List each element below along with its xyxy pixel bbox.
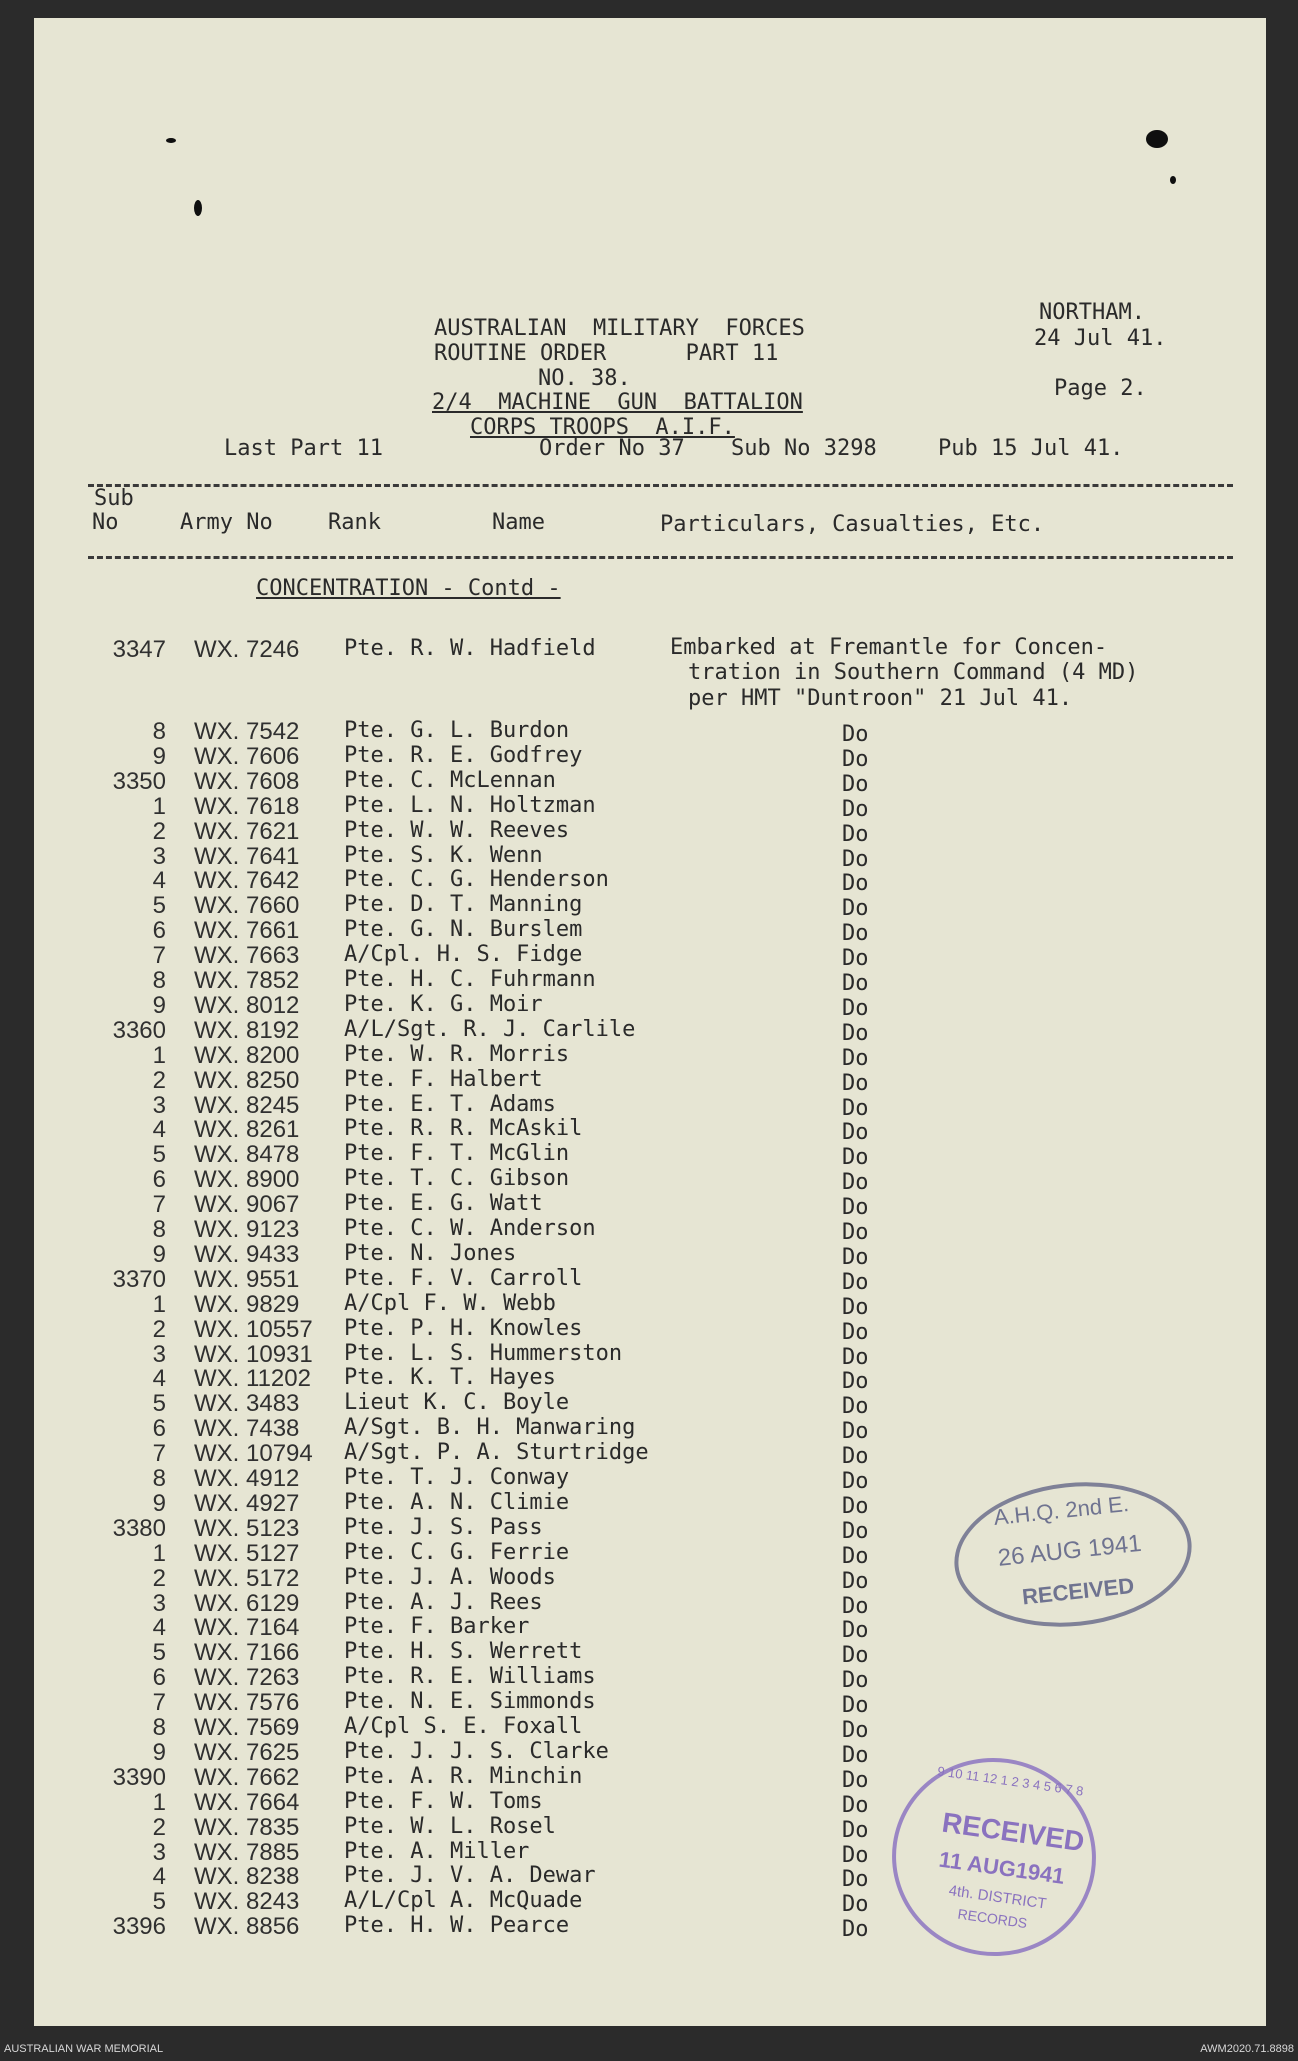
row-sub-no: 9	[152, 1240, 166, 1268]
punch-mark	[194, 200, 202, 216]
row-sub-no: 3360	[112, 1016, 166, 1044]
col-particulars: Particulars, Casualties, Etc.	[660, 512, 1045, 537]
row-sub-no: 3347	[112, 636, 166, 663]
row-army-no: WX. 9067	[194, 1191, 300, 1219]
row-sub-no: 8	[152, 1216, 166, 1243]
row-rank-name: A/Cpl. H. S. Fidge	[344, 942, 583, 968]
row-rank-name: Pte. H. C. Fuhrmann	[344, 967, 596, 992]
row-particulars: Do	[842, 1319, 869, 1345]
row-rank-name: Pte. T. J. Conway	[344, 1465, 570, 1490]
row-sub-no: 7	[152, 942, 166, 970]
row-rank-name: Pte. J. V. A. Dewar	[344, 1863, 596, 1889]
row-rank-name: Pte. A. R. Minchin	[344, 1763, 583, 1789]
row-sub-no: 1	[152, 1290, 166, 1318]
stamp-ahq-date: 26 AUG 1941	[996, 1529, 1143, 1572]
row-army-no: WX. 4927	[194, 1489, 300, 1517]
row-army-no: WX. 7641	[194, 842, 300, 870]
row-sub-no: 7	[152, 1440, 166, 1468]
row-rank-name: Pte. R. W. Hadfield	[344, 636, 596, 661]
row-army-no: WX. 7569	[194, 1714, 300, 1741]
row-rank-name: Pte. G. L. Burdon	[344, 718, 570, 743]
row-sub-no: 4	[152, 1116, 166, 1144]
row-particulars: Do	[842, 1593, 869, 1619]
row-army-no: WX. 10931	[194, 1340, 313, 1368]
row-particulars: Do	[842, 946, 869, 972]
row-rank-name: Pte. F. Halbert	[344, 1066, 543, 1092]
row-particulars: Do	[842, 1095, 869, 1121]
row-particulars: Do	[842, 846, 869, 872]
row-rank-name: Lieut K. C. Boyle	[344, 1390, 570, 1416]
row-army-no: WX. 9829	[194, 1290, 300, 1318]
row-army-no: WX. 8012	[194, 991, 300, 1019]
ahq-received-stamp	[947, 1471, 1199, 1638]
divider-bottom	[88, 556, 1233, 559]
row-army-no: WX. 7166	[194, 1639, 300, 1667]
place-name: NORTHAM.	[1039, 300, 1145, 325]
row-rank-name: Pte. G. N. Burslem	[344, 917, 583, 943]
row-particulars: Do	[842, 1419, 869, 1445]
row-army-no: WX. 6129	[194, 1589, 300, 1617]
stamp-district-date: 11 AUG1941	[937, 1846, 1067, 1889]
row-rank-name: Pte. C. McLennan	[344, 767, 556, 793]
row-rank-name: A/L/Sgt. R. J. Carlile	[344, 1016, 636, 1042]
row-sub-no: 8	[152, 718, 166, 745]
row-particulars: Do	[842, 1444, 869, 1470]
row-army-no: WX. 8238	[194, 1863, 300, 1891]
row-sub-no: 7	[152, 1689, 166, 1717]
row-sub-no: 9	[152, 991, 166, 1019]
row-rank-name: Pte. L. N. Holtzman	[344, 792, 596, 818]
row-sub-no: 9	[152, 1738, 166, 1766]
row-army-no: WX. 8261	[194, 1116, 300, 1144]
stamp-district-line2: RECORDS	[956, 1905, 1029, 1932]
row-army-no: WX. 8192	[194, 1016, 300, 1044]
row-rank-name: Pte. C. G. Henderson	[344, 867, 609, 893]
row-rank-name: Pte. E. G. Watt	[344, 1191, 543, 1217]
row-sub-no: 6	[152, 1166, 166, 1194]
row-sub-no: 8	[152, 1465, 166, 1492]
row-rank-name: Pte. N. E. Simmonds	[344, 1689, 596, 1715]
row-sub-no: 1	[152, 1539, 166, 1567]
row-sub-no: 6	[152, 1415, 166, 1443]
col-sub: Sub	[94, 486, 134, 511]
row-rank-name: Pte. C. G. Ferrie	[344, 1539, 570, 1565]
row-rank-name: Pte. P. H. Knowles	[344, 1315, 583, 1341]
row-sub-no: 5	[152, 1639, 166, 1667]
row-particulars: Do	[842, 1518, 869, 1544]
row-sub-no: 3	[152, 1589, 166, 1617]
row-sub-no: 5	[152, 892, 166, 920]
footer-bar	[0, 2030, 1298, 2061]
row-army-no: WX. 7606	[194, 742, 300, 770]
last-sub-no: Sub No 3298	[731, 436, 877, 461]
row-rank-name: Pte. K. G. Moir	[344, 991, 543, 1017]
row-army-no: WX. 7438	[194, 1415, 300, 1443]
particulars-line-1: Embarked at Fremantle for Concen-	[670, 635, 1108, 660]
row-particulars: Do	[842, 896, 869, 922]
row-rank-name: Pte. W. R. Morris	[344, 1041, 570, 1067]
header-line-2: ROUTINE ORDER PART 11	[434, 341, 779, 366]
row-particulars: Do	[842, 1145, 869, 1171]
section-heading: CONCENTRATION - Contd -	[256, 576, 561, 601]
row-army-no: WX. 3483	[194, 1390, 300, 1418]
stamp-district-ring: 9 10 11 12 1 2 3 4 5 6 7 8	[936, 1763, 1085, 1799]
row-particulars: Do	[842, 1643, 869, 1669]
row-rank-name: Pte. W. L. Rosel	[344, 1813, 556, 1839]
row-rank-name: A/Cpl F. W. Webb	[344, 1290, 556, 1316]
row-army-no: WX. 5172	[194, 1564, 300, 1592]
row-army-no: WX. 7621	[194, 817, 300, 845]
row-particulars: Do	[842, 1220, 869, 1245]
row-particulars: Do	[842, 1792, 869, 1818]
row-sub-no: 3370	[112, 1265, 166, 1293]
row-sub-no: 4	[152, 1863, 166, 1891]
row-army-no: WX. 7835	[194, 1813, 300, 1841]
row-army-no: WX. 7663	[194, 942, 300, 970]
row-rank-name: A/Cpl S. E. Foxall	[344, 1714, 583, 1739]
row-rank-name: Pte. J. J. S. Clarke	[344, 1738, 609, 1764]
row-army-no: WX. 8243	[194, 1888, 300, 1916]
punch-mark	[1146, 130, 1168, 148]
row-rank-name: Pte. L. S. Hummerston	[344, 1340, 623, 1366]
row-army-no: WX. 7608	[194, 767, 300, 795]
row-particulars: Do	[842, 1269, 869, 1295]
row-army-no: WX. 8900	[194, 1166, 300, 1194]
row-rank-name: Pte. F. Barker	[344, 1614, 530, 1640]
row-army-no: WX. 7246	[194, 636, 300, 663]
row-particulars: Do	[842, 722, 869, 747]
row-particulars: Do	[842, 1668, 869, 1694]
row-rank-name: Pte. A. Miller	[344, 1838, 530, 1864]
row-sub-no: 3	[152, 1340, 166, 1368]
row-sub-no: 4	[152, 1614, 166, 1642]
order-date: 24 Jul 41.	[1034, 326, 1167, 351]
row-particulars: Do	[842, 1543, 869, 1569]
row-rank-name: Pte. A. J. Rees	[344, 1589, 543, 1615]
row-particulars: Do	[842, 971, 869, 996]
row-rank-name: A/Sgt. P. A. Sturtridge	[344, 1440, 649, 1466]
row-rank-name: A/Sgt. B. H. Manwaring	[344, 1415, 636, 1441]
row-particulars: Do	[842, 1618, 869, 1644]
header-line-3: NO. 38.	[538, 366, 631, 391]
row-particulars: Do	[842, 796, 869, 822]
row-army-no: WX. 7625	[194, 1738, 300, 1766]
row-sub-no: 3	[152, 1091, 166, 1119]
row-sub-no: 4	[152, 1365, 166, 1393]
row-sub-no: 5	[152, 1888, 166, 1916]
row-sub-no: 3396	[112, 1913, 166, 1941]
row-rank-name: Pte. H. W. Pearce	[344, 1913, 570, 1939]
row-sub-no: 3390	[112, 1763, 166, 1791]
row-sub-no: 1	[152, 1041, 166, 1069]
punch-mark	[166, 138, 176, 143]
row-army-no: WX. 8856	[194, 1913, 300, 1941]
row-army-no: WX. 9433	[194, 1240, 300, 1268]
footer-right: AWM2020.71.8898	[1200, 2043, 1294, 2055]
row-particulars: Do	[842, 1917, 869, 1943]
row-particulars: Do	[842, 1867, 869, 1893]
stamp-district-line1: 4th. DISTRICT	[947, 1882, 1048, 1913]
divider-top	[88, 484, 1233, 487]
row-particulars: Do	[842, 1170, 869, 1196]
punch-mark	[1170, 176, 1176, 184]
row-rank-name: Pte. E. T. Adams	[344, 1091, 556, 1117]
footer-left: AUSTRALIAN WAR MEMORIAL	[4, 2043, 164, 2055]
row-sub-no: 8	[152, 967, 166, 994]
row-particulars: Do	[842, 1568, 869, 1594]
row-particulars: Do	[842, 1817, 869, 1843]
row-army-no: WX. 5127	[194, 1539, 300, 1567]
col-no: No	[92, 510, 119, 535]
row-sub-no: 8	[152, 1714, 166, 1741]
row-army-no: WX. 7164	[194, 1614, 300, 1642]
row-particulars: Do	[842, 1742, 869, 1768]
stamp-district-received: RECEIVED	[940, 1806, 1087, 1858]
row-particulars: Do	[842, 1469, 869, 1494]
row-sub-no: 3380	[112, 1514, 166, 1542]
col-army-no: Army No	[180, 510, 273, 535]
row-sub-no: 2	[152, 1315, 166, 1343]
row-particulars: Do	[842, 1070, 869, 1096]
row-rank-name: A/L/Cpl A. McQuade	[344, 1888, 583, 1914]
stamp-ahq-bottom: RECEIVED	[1020, 1572, 1136, 1610]
row-particulars: Do	[842, 1892, 869, 1918]
stamp-ahq-top: A.H.Q. 2nd E.	[992, 1490, 1131, 1531]
row-army-no: WX. 4912	[194, 1465, 300, 1492]
row-sub-no: 9	[152, 742, 166, 770]
row-particulars: Do	[842, 1045, 869, 1071]
row-particulars: Do	[842, 921, 869, 947]
row-army-no: WX. 8478	[194, 1141, 300, 1169]
row-rank-name: Pte. S. K. Wenn	[344, 842, 543, 868]
row-army-no: WX. 8245	[194, 1091, 300, 1119]
row-army-no: WX. 7642	[194, 867, 300, 895]
particulars-line-3: per HMT "Duntroon" 21 Jul 41.	[688, 686, 1073, 711]
row-army-no: WX. 9123	[194, 1216, 300, 1243]
col-name: Name	[492, 510, 545, 535]
row-rank-name: Pte. R. E. Godfrey	[344, 742, 583, 768]
last-order-no: Order No 37	[539, 436, 685, 461]
row-sub-no: 4	[152, 867, 166, 895]
row-army-no: WX. 8250	[194, 1066, 300, 1094]
row-particulars: Do	[842, 995, 869, 1021]
row-sub-no: 9	[152, 1489, 166, 1517]
row-sub-no: 3	[152, 842, 166, 870]
row-sub-no: 5	[152, 1141, 166, 1169]
row-army-no: WX. 8200	[194, 1041, 300, 1069]
row-particulars: Do	[842, 1369, 869, 1395]
row-rank-name: Pte. H. S. Werrett	[344, 1639, 583, 1665]
last-part: Last Part 11	[224, 436, 383, 461]
row-sub-no: 6	[152, 917, 166, 945]
corps-troops: CORPS TROOPS A.I.F.	[470, 415, 735, 440]
row-particulars: Do	[842, 871, 869, 897]
row-particulars: Do	[842, 1394, 869, 1420]
row-particulars: Do	[842, 821, 869, 847]
row-army-no: WX. 7885	[194, 1838, 300, 1866]
row-sub-no: 7	[152, 1191, 166, 1219]
row-rank-name: Pte. K. T. Hayes	[344, 1365, 556, 1391]
row-army-no: WX. 7542	[194, 718, 300, 745]
row-rank-name: Pte. F. W. Toms	[344, 1788, 543, 1814]
row-army-no: WX. 7263	[194, 1664, 300, 1692]
row-rank-name: Pte. J. S. Pass	[344, 1514, 543, 1540]
row-rank-name: Pte. A. N. Climie	[344, 1489, 570, 1515]
row-sub-no: 3350	[112, 767, 166, 795]
row-rank-name: Pte. J. A. Woods	[344, 1564, 556, 1590]
row-particulars: Do	[842, 1344, 869, 1370]
row-army-no: WX. 9551	[194, 1265, 300, 1293]
row-particulars: Do	[842, 746, 869, 772]
row-army-no: WX. 10557	[194, 1315, 313, 1343]
row-sub-no: 3	[152, 1838, 166, 1866]
row-rank-name: Pte. F. V. Carroll	[344, 1265, 583, 1291]
row-rank-name: Pte. D. T. Manning	[344, 892, 583, 918]
row-particulars: Do	[842, 1120, 869, 1146]
row-particulars: Do	[842, 771, 869, 797]
row-army-no: WX. 7852	[194, 967, 300, 994]
row-army-no: WX. 7664	[194, 1788, 300, 1816]
row-sub-no: 1	[152, 792, 166, 820]
particulars-line-2: tration in Southern Command (4 MD)	[688, 660, 1139, 685]
row-army-no: WX. 7576	[194, 1689, 300, 1717]
row-rank-name: Pte. R. E. Williams	[344, 1664, 596, 1690]
row-army-no: WX. 7660	[194, 892, 300, 920]
row-sub-no: 2	[152, 1813, 166, 1841]
row-particulars: Do	[842, 1842, 869, 1868]
row-particulars: Do	[842, 1767, 869, 1793]
row-particulars: Do	[842, 1195, 869, 1221]
row-sub-no: 2	[152, 1564, 166, 1592]
col-rank: Rank	[328, 510, 381, 535]
row-rank-name: Pte. N. Jones	[344, 1240, 517, 1266]
row-rank-name: Pte. W. W. Reeves	[344, 817, 570, 843]
district-records-stamp	[879, 1745, 1109, 1969]
battalion-name: 2/4 MACHINE GUN BATTALION	[432, 390, 803, 415]
row-army-no: WX. 10794	[194, 1440, 313, 1468]
row-particulars: Do	[842, 1693, 869, 1719]
row-rank-name: Pte. R. R. McAskil	[344, 1116, 583, 1142]
row-sub-no: 2	[152, 1066, 166, 1094]
row-army-no: WX. 7662	[194, 1763, 300, 1791]
row-sub-no: 2	[152, 817, 166, 845]
row-particulars: Do	[842, 1020, 869, 1046]
row-sub-no: 6	[152, 1664, 166, 1692]
row-army-no: WX. 11202	[194, 1365, 311, 1393]
row-sub-no: 1	[152, 1788, 166, 1816]
header-line-1: AUSTRALIAN MILITARY FORCES	[434, 316, 805, 341]
row-army-no: WX. 7661	[194, 917, 300, 945]
row-rank-name: Pte. F. T. McGlin	[344, 1141, 570, 1167]
row-sub-no: 5	[152, 1390, 166, 1418]
document-page	[34, 18, 1266, 2026]
page-number: Page 2.	[1054, 376, 1147, 401]
row-army-no: WX. 5123	[194, 1514, 300, 1542]
row-army-no: WX. 7618	[194, 792, 300, 820]
row-particulars: Do	[842, 1244, 869, 1270]
last-pub-date: Pub 15 Jul 41.	[938, 436, 1124, 461]
row-particulars: Do	[842, 1294, 869, 1320]
row-particulars: Do	[842, 1718, 869, 1743]
row-rank-name: Pte. C. W. Anderson	[344, 1216, 596, 1241]
row-particulars: Do	[842, 1493, 869, 1519]
row-rank-name: Pte. T. C. Gibson	[344, 1166, 570, 1192]
